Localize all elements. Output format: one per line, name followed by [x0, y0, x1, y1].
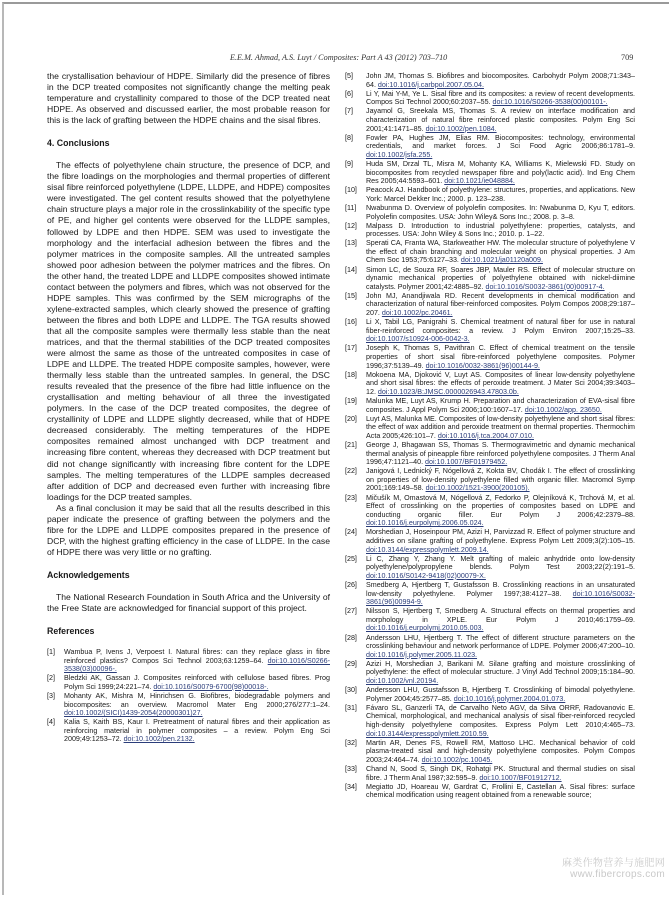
reference-number: [14] — [345, 265, 357, 274]
reference-item — [47, 718, 330, 744]
reference-text: Malpass D. Introduction to industrial polyethylene: properties, catalysts, and processes. USA: John Wiley & Sons Inc.; 2010. p. 1–22. — [366, 221, 635, 239]
reference-text: Peacock AJ. Handbook of polyethylene: structures, properties, and applications. New York: Marcel Dekker Inc.; 2000. p. 123–238. — [366, 186, 635, 203]
reference-list-right — [345, 72, 635, 800]
reference-number: [23] — [345, 493, 357, 502]
left-column — [47, 71, 330, 745]
reference-text: Fávaro SL, Ganzerli TA, de Carvalho Neto AGV, da Silva ORRF, Radovanovic E. Chemical, morphological, and mechanical analysis of sisal fiber-reinforced recycled high-density polyethylene composites. Express Polym Lett 2010;4:465–73. — [366, 703, 635, 729]
reference-item — [345, 704, 635, 738]
reference-number: [26] — [345, 580, 357, 589]
doi-link[interactable]: doi:10.1016/j.polymer.2004.01.073. — [453, 694, 566, 703]
doi-link[interactable]: doi:10.3144/expresspolymlett.2010.59. — [366, 729, 489, 738]
watermark — [545, 858, 665, 880]
reference-item — [345, 186, 635, 203]
reference-item — [345, 204, 635, 221]
reference-text: John MJ, Anandjiwala RD. Recent developments in chemical modification and characterization of natural fiber-reinforced composites. Polym Compos 2008;29:187–207. — [366, 291, 635, 318]
reference-text: Janigová I, Lednický F, Nógellová Z, Kokta BV, Chodák I. The effect of crosslinking on properties of low-density polyethylene filled with organic filler. Macromol Symp 2001;169:149–58. — [366, 467, 635, 493]
doi-link[interactable]: doi:10.1016/0032-3861(96)00144-9. — [425, 361, 540, 370]
reference-number: [10] — [345, 186, 357, 195]
reference-number: [28] — [345, 633, 357, 642]
doi-link[interactable]: doi:10.1023/B:JMSC.0000026943.47803.0b. — [377, 387, 519, 396]
reference-text: Smedberg A, Hjertberg T, Gustafsson B. Crosslinking reactions in an unsaturated low-density polyethylene. Polymer 1997;38:4127–38. — [366, 580, 635, 598]
reference-number: [17] — [345, 344, 357, 353]
references-heading: References — [47, 626, 95, 637]
running-head-title: E.E.M. Ahmad, A.S. Luyt / Composites: Part A 43 (2012) 703–710 — [230, 53, 448, 62]
reference-number: [22] — [345, 467, 357, 476]
reference-number: [3] — [47, 691, 55, 700]
reference-text: Andersson LHU, Hjertberg T. The effect of different structure parameters on the crosslinking behaviour and network performance of LDPE. Polymer 2006;47:200–10. — [366, 633, 635, 651]
reference-item — [345, 467, 635, 493]
running-head — [0, 53, 672, 65]
reference-number: [4] — [47, 718, 55, 727]
right-column — [345, 72, 635, 800]
doi-link[interactable]: doi:10.1016/S0079-6700(98)00018-. — [153, 682, 269, 691]
reference-item — [345, 783, 635, 800]
reference-list-left — [47, 648, 330, 744]
reference-number: [34] — [345, 782, 357, 791]
reference-text: Wambua P, Ivens J, Verpoest I. Natural fibres: can they replace glass in fibre reinforced plastics? Compos Sci Technol 2003;63:1259–64. — [64, 648, 330, 665]
reference-text: Martin AR, Denes FS, Rowell RM, Mattoso LHC. Mechanical behavior of cold plasma-treated sisal and high-density polyethylene composites. Polym Compos 2003;24:464–74. — [366, 738, 635, 764]
continued-paragraph: the crystallisation behaviour of HDPE. Similarly did the presence of fibres in the DCP treated composites not significantly change the melting peak temperature and crystallinity compared to those of the DCP treated neat HDPE. As observed and discussed earlier, the most probable reason for this is the lack of grafting between the HDPE chains and the sisal fibres. — [47, 71, 330, 126]
reference-text: Li X, Tabil LG, Panigrahi S. Chemical treatment of natural fiber for use in natural fiber-reinforced composites: a review. J Polym Environ 2007;15:25–33. — [366, 318, 635, 335]
reference-number: [30] — [345, 686, 357, 695]
reference-text: Jayamol G, Sreekala MS, Thomas S. A review on interface modification and characterization of natural fibre reinforced plastic composites. Polym Eng Sci 2001;41:1471–85. — [366, 107, 635, 133]
reference-number: [32] — [345, 738, 357, 747]
reference-number: [21] — [345, 440, 357, 449]
reference-number: [2] — [47, 674, 55, 683]
doi-link[interactable]: doi:10.1002/pc.10045. — [421, 755, 493, 764]
reference-text: Mokoena MA, Djoković V, Luyt AS. Composites of linear low-density polyethylene and short sisal fibres: the effects of peroxide treatment. J Mater Sci 2004;39:3403–12. — [366, 370, 635, 396]
reference-item — [345, 318, 635, 344]
reference-number: [33] — [345, 764, 357, 773]
reference-text: Nwabunma D. Overview of polyolefin composites. In: Nwabunma D, Kyu T, editors. Polyolefin composites. USA: John Wiley& Sons Inc.; 2008. p. 3–8. — [366, 203, 635, 221]
doi-link[interactable]: doi:10.1016/S0266-3538(03)00096-. — [64, 656, 330, 674]
reference-text: George J, Bhagawan SS, Thomas S. Thermogravimetric and dynamic mechanical thermal analysis of pineapple fibre reinforced polyethylene composites. J Therm Anal 1996;47:1121–40. — [366, 440, 635, 467]
reference-number: [18] — [345, 370, 357, 379]
reference-item — [47, 674, 330, 691]
doi-link[interactable]: doi:10.1016/j.polymer.2005.11.023. — [366, 650, 478, 659]
doi-link[interactable]: doi:10.1002/pen.1084. — [425, 124, 497, 133]
reference-text: Luyt AS, Malunka ME. Composites of low-density polyethylene and short sisal fibres: the effect of wax addition and peroxide treatment on thermal properties. Thermochim Acta 2005;426:101–7. — [366, 414, 635, 440]
watermark-line-2: www.fibercrops.com — [570, 869, 665, 880]
doi-link[interactable]: doi:10.3144/expresspolymlett.2009.14. — [366, 545, 489, 554]
acknowledgements-text: The National Research Foundation in South Africa and the University of the Free State are acknowledged for financial support of this project. — [47, 591, 330, 613]
reference-item — [345, 555, 635, 581]
conclusions-paragraph: As a final conclusion it may be said that all the results described in this paper indicate the presence of grafting between the polymers and the fibre for the LDPE and LLDPE composites prepared in the presence of DCP, with the highest grafting efficiency in the case of LLDPE. In the case of HDPE there was very little or no grafting. — [47, 502, 330, 557]
reference-number: [19] — [345, 396, 357, 405]
reference-item — [345, 292, 635, 318]
reference-text: Mohanty AK, Mishra M, Hinrichsen G. Biofibres, biodegradable polymers and biocomposites: an overview. Macromol Mater Eng 2000;276/277:1–24. — [64, 691, 330, 709]
reference-number: [8] — [345, 133, 353, 142]
reference-number: [20] — [345, 414, 357, 423]
reference-item — [345, 581, 635, 607]
doi-link[interactable]: doi:10.1007/s10924-006-0042-3. — [366, 335, 470, 344]
doi-link[interactable]: doi:10.1021/ie048884. — [444, 177, 515, 186]
reference-item — [345, 90, 635, 107]
doi-link[interactable]: doi:10.1002/1521-3900(200105). — [425, 484, 530, 493]
reference-item — [345, 222, 635, 239]
reference-number: [16] — [345, 318, 357, 327]
reference-item — [345, 528, 635, 554]
reference-text: Simon LC, de Souza RF, Soares JBP, Mauler RS. Effect of molecular structure on dynamic mechanical properties of polyethylene obtained with nickel-diimine catalysts. Polymer 2001;42:4885–92. — [366, 265, 635, 291]
reference-text: Bledzki AK, Gassan J. Composites reinforced with cellulose based fibres. Prog Polym Sci 1999;24:221–74. — [64, 674, 330, 691]
reference-number: [13] — [345, 239, 357, 248]
doi-link[interactable]: doi:10.1016/j.eurpolymj.2010.05.003. — [366, 624, 484, 633]
reference-item — [345, 494, 635, 528]
reference-number: [5] — [345, 72, 353, 80]
reference-text: Nilsson S, Hjertberg T, Smedberg A. Structural effects on thermal properties and morphology in XPLE. Eur Polym J 2010;46:1759–69. — [366, 607, 635, 624]
reference-number: [1] — [47, 648, 55, 657]
reference-number: [24] — [345, 528, 357, 537]
doi-link[interactable]: doi:10.1002/jsfa.255. — [366, 150, 433, 159]
page-number: 709 — [621, 53, 634, 62]
reference-item — [345, 660, 635, 686]
reference-text: Li C, Zhang Y, Zhang Y. Melt grafting of maleic anhydride onto low-density polyethylene/polypropylene blends. Polym Test 2003;22(2):191–5. — [366, 554, 635, 572]
watermark-line-1: 麻类作物营养与施肥网 — [562, 858, 665, 869]
reference-item — [345, 739, 635, 765]
reference-number: [6] — [345, 89, 353, 98]
reference-text: Morshedian J, Hoseinpour PM, Azizi H, Parvizzad R. Effect of polymer structure and additives on silane grafting of polyethylene. Express Polym Lett 2009;3(2):105–15. — [366, 528, 635, 545]
doi-link[interactable]: doi:10.1007/BF01979452. — [425, 458, 508, 467]
reference-number: [15] — [345, 291, 357, 300]
doi-link[interactable]: doi:10.1016/j.tca.2004.07.010. — [437, 431, 534, 440]
doi-link[interactable]: doi:10.1016/S0266-3538(00)00101-. — [492, 98, 608, 107]
acknowledgements-heading: Acknowledgements — [47, 569, 130, 580]
doi-link[interactable]: doi:10.1016/j.eurpolymj.2006.05.024. — [366, 519, 484, 528]
reference-item — [345, 72, 635, 89]
reference-item — [345, 765, 635, 782]
reference-item — [345, 634, 635, 660]
reference-item — [345, 397, 635, 414]
reference-number: [29] — [345, 659, 357, 668]
reference-item — [345, 441, 635, 467]
doi-link[interactable]: doi:10.1002/vnl.20194. — [366, 676, 439, 685]
doi-link[interactable]: doi:10.1016/S0142-9418(02)00079-X. — [366, 571, 486, 580]
reference-text: Joseph K, Thomas S, Pavithran C. Effect of chemical treatment on the tensile properties of short sisal fibre-reinforced polyethylene composites. Polymer 1996;37:5139–49. — [366, 344, 635, 370]
doi-link[interactable]: doi:10.1016/j.carbpol.2007.05.04. — [377, 80, 484, 89]
conclusions-heading: 4. Conclusions — [47, 138, 110, 149]
reference-item — [345, 607, 635, 633]
reference-number: [12] — [345, 221, 357, 230]
doi-link[interactable]: doi:10.1002/pen.2132. — [123, 735, 195, 744]
reference-text: Kalia S, Kaith BS, Kaur I. Pretreatment of natural fibres and their application as reinforcing material in polymer composites – a review. Polym Eng Sci 2009;49:1253–72. — [64, 718, 330, 744]
reference-item — [345, 415, 635, 441]
conclusions-paragraph: The effects of polyethylene chain structure, the presence of DCP, and the fibre loadings on the morphologies and thermal properties of different sisal fibre reinforced polyethylene (LDPE, LLDPE, and HDPE) composites were investigated. The gel content results showed that the polyethylene chain structure plays a major role in the crosslinkability of the specific type of PE, and higher gel contents were observed for the LLDPE samples, followed by LDPE and then HDPE. SEM was used to investigate the morphology and the interfacial adhesion between the fibres and the polymer matrices in the composite samples. All the untreated samples showed poor adhesion between the polymer matrices and the fibres. On the other hand, the treated LDPE and LLDPE composites showed intimate contact between the polymers and fibres, which was not observed for the HDPE samples. This was confirmed by the SEM micrographs of the xylene-extracted samples, which clearly showed the presence of grafting between the fibres and both LDPE and LLDPE. The TGA results showed that all the composite samples were thermally less stable than the neat matrices, and that the thermal stabilities of the DCP treated composites were almost the same as those of the untreated composites in case of LDPE and LLDPE. The treated HDPE composite samples, however, were thermally less stable than the untreated samples. In general, the DSC results revealed that the presence of the fibre had little influence on the crystallisation and melting behaviour of all three the investigated polymers. In the case of the DCP treated composites, the degree of crystallinity of LDPE and LLDPE slightly decreased, while that of HDPE decreased considerably. The melting temperatures of the HDPE composites remained almost unchanged with DCP treatment and increasing fibre content, whereas they decreased with DCP treatment but did not change significantly with increasing fibre content for the LDPE samples. The melting temperatures of the LLDPE samples decreased after addition of DCP and decreased even further with increasing fibre loadings for the DCP treated samples. — [47, 160, 330, 502]
reference-text: Huda SM, Drzal TL, Misra M, Mohanty KA, Williams K, Mielewski FD. Study on biocomposites from recycled newspaper fibre and poly(lactic acid). Ind Eng Chem Res 2005;44:5593–601. — [366, 159, 635, 186]
reference-number: [11] — [345, 203, 357, 212]
reference-text: Andersson LHU, Gustafsson B, Hjertberg T. Crosslinking of bimodal polyethylene. Polymer 2004;45:2577–85. — [366, 686, 635, 703]
reference-item — [345, 160, 635, 186]
reference-text: Mičušík M, Omastová M, Nógellová Z, Fedorko P, Olejníková K, Trchová M, et al. Effect of crosslinking on the properties of composites based on LDPE and conducting organic filler. Eur Polym J 2006;42:2379–88. — [366, 493, 635, 519]
reference-number: [27] — [345, 607, 357, 616]
reference-item — [345, 239, 635, 265]
reference-text: Fowler PA, Hughes JM, Elias RM. Biocomposites: technology, environmental credentials, and market forces. J Sci Food Agric 2006;86:1781–9. — [366, 133, 635, 151]
reference-item — [47, 692, 330, 718]
reference-number: [25] — [345, 554, 357, 563]
reference-item — [345, 134, 635, 160]
reference-item — [345, 344, 635, 370]
reference-item — [345, 266, 635, 292]
doi-link[interactable]: doi:10.1021/ja01120a009. — [460, 256, 543, 265]
doi-link[interactable]: doi:10.1016/S0032-3861(96)00994-9. — [366, 589, 635, 607]
reference-item — [345, 686, 635, 703]
reference-text: Malunka ME, Luyt AS, Krump H. Preparation and characterization of EVA-sisal fibre composites. J Appl Polym Sci 2006;100:1607–17. — [366, 396, 635, 414]
reference-text: Chand N, Sood S, Singh DK, Rohatgi PK. Structural and thermal studies on sisal fibre. J Therm Anal 1987;32:595–9. — [366, 764, 635, 782]
doi-link[interactable]: doi:10.1016/S0032-3861(00)00917-4. — [485, 282, 605, 291]
reference-text: Megiatto JD, Hoareau W, Gardrat C, Frollini E, Castellan A. Sisal fibres: surface chemical modification using reagent obtained from a renewable source; — [366, 782, 635, 800]
reference-number: [7] — [345, 107, 353, 116]
reference-number: [9] — [345, 159, 353, 168]
reference-text: Li Y, Mai Y-M, Ye L. Sisal fibre and its composites: a review of recent developments. Compos Sci Technol 2000;60:2037–55. — [366, 89, 635, 107]
reference-text: John JM, Thomas S. Biofibres and biocomposites. Carbohydr Polym 2008;71:343–64. — [366, 72, 635, 89]
reference-item — [47, 648, 330, 674]
reference-text: Sperati CA, Franta WA, Starkweather HW. The molecular structure of polyethylene V the effect of chain branching and molecular weight on physical properties. J Am Chem Soc 1953;75:6127–33. — [366, 239, 635, 265]
doi-link[interactable]: doi:10.1002/(SICI)1439-2054(20000301)27. — [64, 709, 203, 718]
doi-link[interactable]: doi:10.1007/BF01912712. — [479, 773, 562, 782]
reference-number: [31] — [345, 703, 357, 712]
doi-link[interactable]: doi:10.1002/app. 23650. — [524, 405, 602, 414]
reference-text: Azizi H, Morshedian J, Barikani M. Silane grafting and moisture crosslinking of polyethylene: the effect of molecular structure. J Vinyl Add Technol 2009;15:184–90. — [366, 659, 635, 677]
reference-item — [345, 107, 635, 133]
doi-link[interactable]: doi:10.1002/pc.20461. — [381, 309, 453, 318]
reference-item — [345, 371, 635, 397]
